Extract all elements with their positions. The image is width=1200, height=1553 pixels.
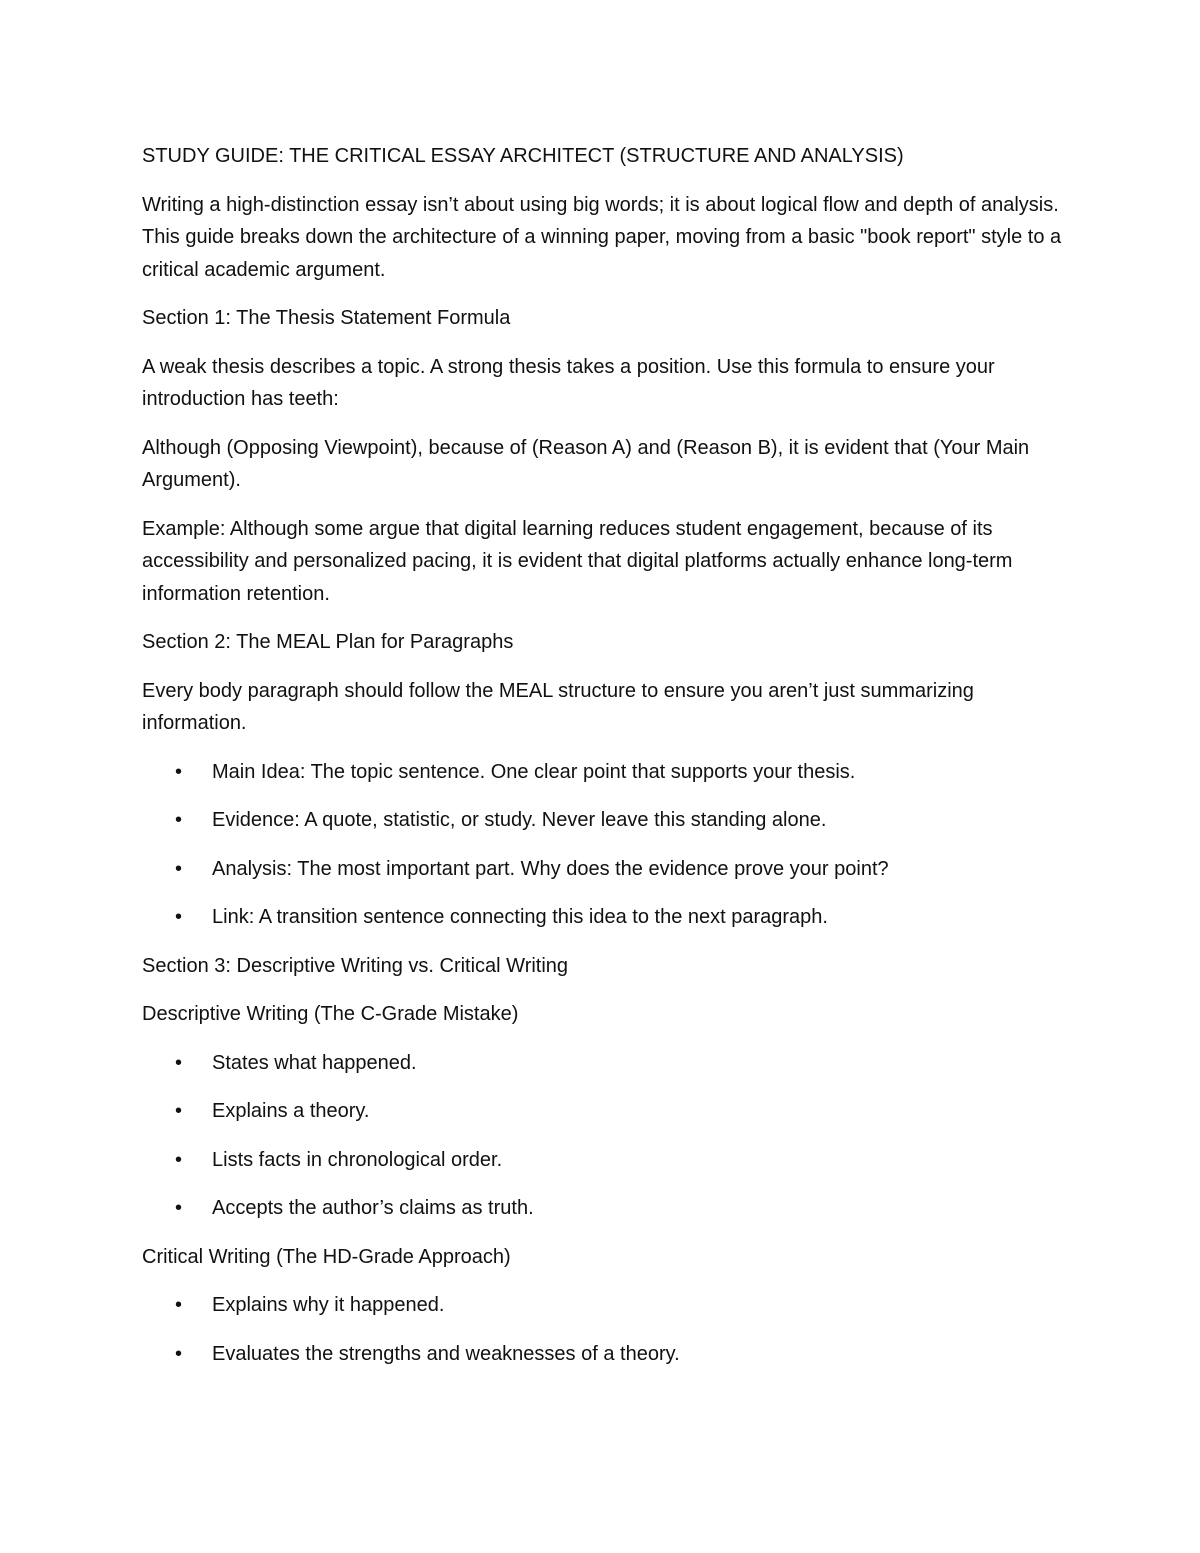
bullet-icon: •: [175, 1100, 183, 1122]
meal-list: [142, 756, 1062, 934]
critical-heading: Critical Writing (The HD-Grade Approach): [142, 1245, 511, 1268]
list-item: [142, 1144, 1062, 1177]
descriptive-heading: Descriptive Writing (The C-Grade Mistake): [142, 1003, 519, 1025]
list-item: [142, 1289, 1062, 1322]
list-item: [142, 901, 1062, 934]
section-2-heading: Section 2: The MEAL Plan for Paragraphs: [142, 631, 514, 653]
list-item-text: Accepts the author’s claims as truth.: [212, 1197, 534, 1219]
thesis-example: Example: Although some argue that digital learning reduces student engagement, because of its accessibility and personalized pacing, it is evident that digital platforms actually enhance long-term information retention.: [142, 517, 1013, 605]
list-item-text: Link: A transition sentence connecting this idea to the next paragraph.: [212, 906, 828, 928]
critical-list: [142, 1289, 1062, 1370]
bullet-icon: •: [175, 809, 183, 831]
section-1-heading: Section 1: The Thesis Statement Formula: [142, 307, 511, 329]
list-item-text: Explains why it happened.: [212, 1294, 445, 1316]
list-item-text: Evidence: A quote, statistic, or study. Never leave this standing alone.: [212, 809, 827, 831]
document-title: STUDY GUIDE: THE CRITICAL ESSAY ARCHITECT (STRUCTURE AND ANALYSIS): [142, 145, 904, 167]
bullet-icon: •: [175, 1051, 183, 1074]
descriptive-list: [142, 1047, 1062, 1225]
list-item: [142, 1338, 1062, 1371]
list-item-text: States what happened.: [212, 1051, 417, 1074]
bullet-icon: •: [175, 1148, 183, 1171]
list-item: [142, 1192, 1062, 1225]
list-item: [142, 853, 1062, 886]
thesis-formula: Although (Opposing Viewpoint), because of (Reason A) and (Reason B), it is evident that (Your Main Argument).: [142, 436, 1030, 491]
section-1-intro: A weak thesis describes a topic. A strong thesis takes a position. Use this formula to ensure your introduction has teeth:: [142, 355, 995, 410]
list-item-text: Evaluates the strengths and weaknesses of a theory.: [212, 1342, 680, 1365]
list-item: [142, 756, 1062, 789]
bullet-icon: •: [175, 857, 183, 880]
intro-paragraph: Writing a high-distinction essay isn’t about using big words; it is about logical flow and depth of analysis. This guide breaks down the architecture of a winning paper, moving from a basic "book report" style to a critical academic argument.: [142, 193, 1062, 281]
document-page: [142, 140, 1062, 1386]
bullet-icon: •: [175, 1342, 183, 1365]
list-item-text: Analysis: The most important part. Why does the evidence prove your point?: [212, 857, 889, 880]
list-item: [142, 1095, 1062, 1128]
section-2-intro: Every body paragraph should follow the MEAL structure to ensure you aren’t just summarizing information.: [142, 679, 974, 734]
list-item-text: Main Idea: The topic sentence. One clear point that supports your thesis.: [212, 760, 856, 783]
list-item-text: Lists facts in chronological order.: [212, 1148, 503, 1171]
bullet-icon: •: [175, 760, 183, 783]
bullet-icon: •: [175, 1197, 183, 1219]
list-item: [142, 1047, 1062, 1080]
list-item: [142, 804, 1062, 837]
bullet-icon: •: [175, 906, 183, 928]
bullet-icon: •: [175, 1294, 183, 1316]
list-item-text: Explains a theory.: [212, 1100, 370, 1122]
section-3-heading: Section 3: Descriptive Writing vs. Critical Writing: [142, 954, 569, 977]
